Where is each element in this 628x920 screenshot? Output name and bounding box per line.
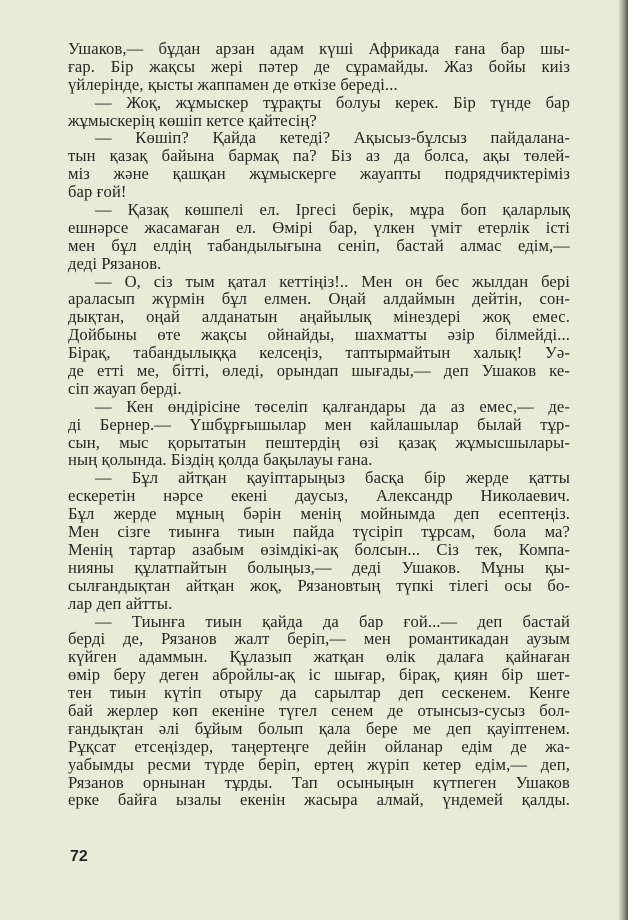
text-line: — Тиынға тиын қайда да бар ғой...— деп бастай — [95, 612, 570, 631]
text-line: лар деп айтты. — [68, 594, 173, 613]
text-line: ескеретін нәрсе екені даусыз, Александр Николаевич. — [68, 487, 570, 506]
body-text — [68, 40, 570, 809]
page-number: 72 — [70, 848, 88, 865]
text-line: дықтан, оңай алданатын аңайылық мінездері жоқ емес. — [68, 308, 570, 327]
text-line: Рязанов орнынан тұрды. Тап осыныңын күтпеген Ушаков — [68, 773, 570, 792]
text-line: деді Рязанов. — [68, 254, 162, 273]
text-line: сылғандықтан айтқан жоқ, Рязановтың түпкі тілегі осы бо- — [68, 576, 570, 595]
text-line: Бірақ, табандылыққа келсеңіз, таптырмайтын халық! Уә- — [68, 344, 570, 363]
text-line: тен тиын күтіп отыру да сарылтар деп сескенем. Кенге — [68, 684, 570, 702]
text-line: жұмыскерің көшіп кетсе қайтесің? — [68, 111, 317, 130]
text-line: мен бұл елдің табандылығына сеніп, бастай алмас едім,— — [68, 236, 570, 255]
text-line: — Қазақ көшпелі ел. Іргесі берік, мұра боп қаларлық — [95, 201, 570, 219]
text-line: ғандықтан әлі бұйым болып қала бере ме деп қауіптенем. — [68, 719, 570, 738]
text-line: Рұқсат етсеңіздер, таңертеңге дейін ойланар едім де жа- — [68, 737, 570, 756]
text-line: де етті ме, бітті, өледі, орындап шығады,— деп Ушаков ке- — [68, 362, 570, 380]
page-edge-shadow — [618, 0, 628, 920]
text-line: Ушаков,— бұдан арзан адам күші Африкада ғана бар шы- — [68, 40, 570, 58]
text-line: Дойбыны өте жақсы ойнайды, шахматты әзір білмейді... — [68, 326, 570, 345]
text-line: ерке байға ызалы екенін жасыра алмай, үндемей қалды. — [68, 791, 570, 810]
text-line: өмір беру деген абройлы-ақ іс шығар, бірақ, қиян бір шет- — [68, 666, 570, 685]
text-line: — Жоқ, жұмыскер тұрақты болуы керек. Бір түнде бар — [95, 93, 570, 112]
text-line: нияны құлатпайтын болыңыз,— деді Ушаков. Мұны қы- — [68, 558, 570, 577]
text-line: Менің тартар азабым өзімдікі-ақ болсын... Сіз тек, Компа- — [68, 540, 570, 559]
text-line: күйген адаммын. Құлазып жатқан өлік далаға қайнаған — [68, 648, 570, 667]
text-line: ғар. Бір жақсы жері пәтер де сұрамайды. Жаз бойы киіз — [68, 57, 570, 76]
text-line: бар ғой! — [68, 183, 127, 202]
text-line: Бұл жерде мұның бәрін менің мойнымда деп есептеңіз. — [68, 505, 570, 524]
text-line: ді Бернер.— Үшбұрғышылар мен кайлашылар былай тұр- — [68, 415, 570, 434]
text-line: ешнәрсе жасамаған ел. Өмірі бар, үлкен үміт етерлік істі — [68, 218, 570, 237]
text-line: — Бұл айтқан қауіптарыңыз басқа бір жерде қатты — [95, 469, 570, 488]
text-line: міз және қашқан жұмыскерге жауапты подрядчиктеріміз — [68, 165, 570, 184]
text-line: уабымды ресми түрде беріп, ертең жүріп кетер едім,— деп, — [68, 755, 570, 774]
text-line: Мен сізге тиынға тиын пайда түсіріп тұрсам, бола ма? — [68, 523, 570, 541]
text-line: сын, мыс қорытатын пештердің өзі қазақ жұмысшылары- — [68, 433, 570, 452]
text-line: — Кен өндірісіне төселіп қалғандары да аз емес,— де- — [95, 397, 570, 416]
text-line: — О, сіз тым қатал кеттіңіз!.. Мен он бес жылдан бері — [95, 272, 570, 291]
text-line: бай жерлер көп екеніне түгел сенем де отынсыз-сусыз бол- — [68, 701, 570, 720]
text-line: ның қолында. Біздің қолда бақылауы ғана. — [68, 451, 373, 470]
text-line: сіп жауап берді. — [68, 379, 182, 398]
text-line: берді де, Рязанов жалт беріп,— мен романтикадан аузым — [68, 630, 570, 649]
text-line: тын қазақ байына бармақ па? Біз аз да болса, ақы төлей- — [68, 147, 570, 166]
text-line: үйлерінде, қысты жаппамен де өткізе береді... — [68, 75, 398, 94]
text-line: — Көшіп? Қайда кетеді? Ақысыз-бұлсыз пайдалана- — [95, 129, 570, 148]
text-line: араласып жүрмін бұл елмен. Оңай алдаймын дейтін, сон- — [68, 290, 570, 309]
